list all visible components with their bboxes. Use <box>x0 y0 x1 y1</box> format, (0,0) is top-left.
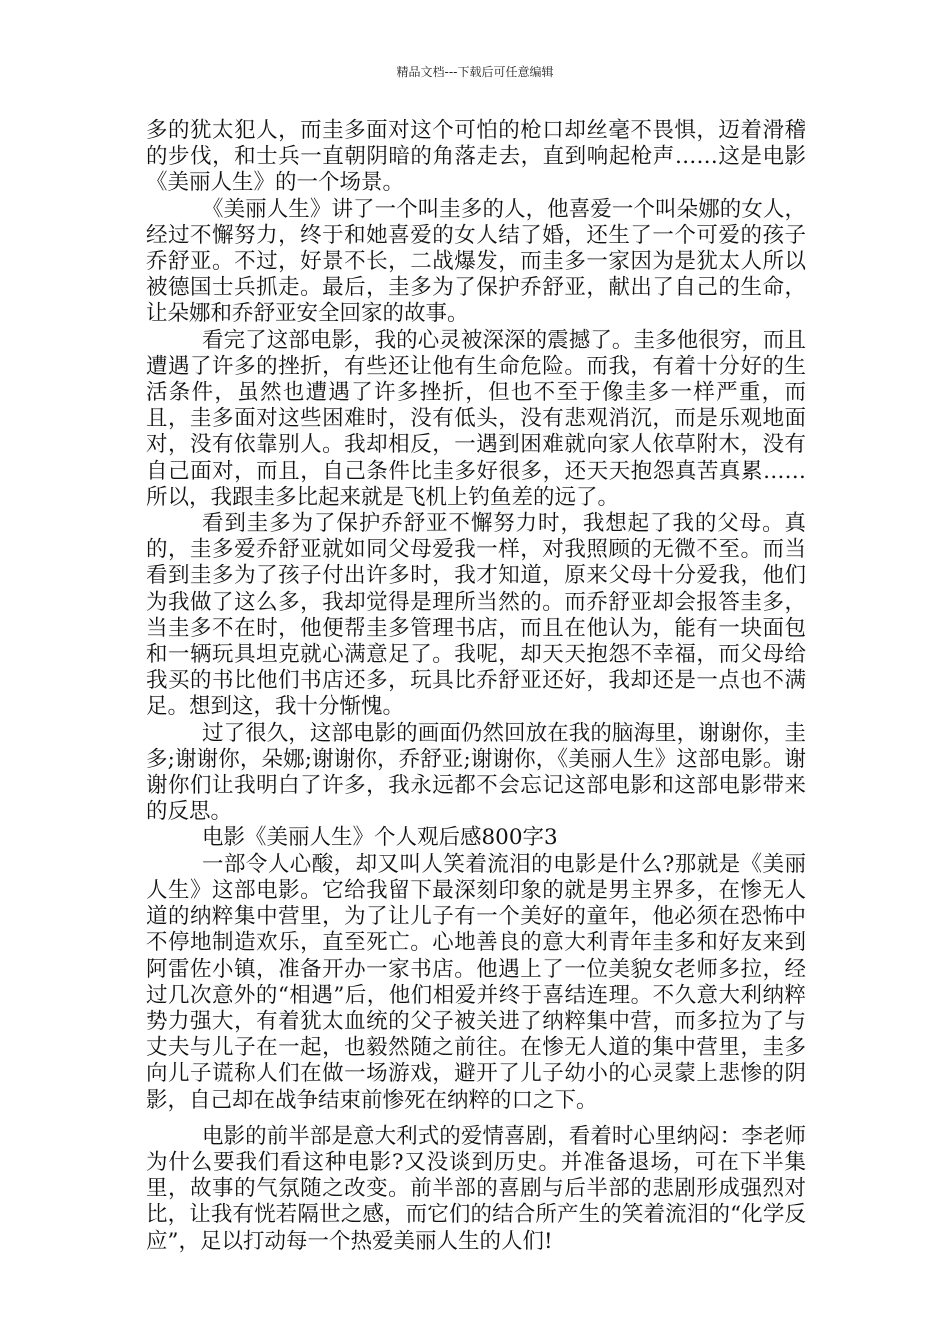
section-heading: 电影《美丽人生》个人观后感800字3 <box>202 825 558 851</box>
paragraph-plot-summary: 《美丽人生》讲了一个叫圭多的人，他喜爱一个叫朵娜的女人，经过不懈努力，终于和她喜爱的女人结了婚，还生了一个可爱的孩子乔舒亚。不过，好景不长，二战爆发，而圭多一家因为是犹太人所以被德国士兵抓走。最后，圭多为了保护乔舒亚，献出了自己的生命，让朵娜和乔舒亚安全回家的故事。 <box>146 196 806 327</box>
paragraph-essay3-analysis: 电影的前半部是意大利式的爱情喜剧，看着时心里纳闷：李老师为什么要我们看这种电影?又没谈到历史。并准备退场，可在下半集里，故事的气氛随之改变。前半部的喜剧与后半部的悲剧形成强烈对比，让我有恍若隔世之感，而它们的结合所产生的笑着流泪的“化学反应”，足以打动每一个热爱美丽人生的人们! <box>146 1123 806 1254</box>
paragraph-reflection: 看完了这部电影，我的心灵被深深的震撼了。圭多他很穷，而且遭遇了许多的挫折，有些还让他有生命危险。而我，有着十分好的生活条件，虽然也遭遇了许多挫折，但也不至于像圭多一样严重，而且，圭多面对这些困难时，没有低头，没有悲观消沉，而是乐观地面对，没有依靠别人。我却相反，一遇到困难就向家人依草附木，没有自己面对，而且，自己条件比圭多好很多，还天天抱怨真苦真累……所以，我跟圭多比起来就是飞机上钓鱼差的远了。 <box>146 327 806 510</box>
paragraph-parents: 看到圭多为了保护乔舒亚不懈努力时，我想起了我的父母。真的，圭多爱乔舒亚就如同父母爱我一样，对我照顾的无微不至。而当看到圭多为了孩子付出许多时，我才知道，原来父母十分爱我，他们为我做了这么多，我却觉得是理所当然的。而乔舒亚却会报答圭多，当圭多不在时，他便帮圭多管理书店，而且在他认为，能有一块面包和一辆玩具坦克就心满意足了。我呢，却天天抱怨不幸福，而父母给我买的书比他们书店还多，玩具比乔舒亚还好，我却还是一点也不满足。想到这，我十分惭愧。 <box>146 511 806 720</box>
paragraph-thanks: 过了很久，这部电影的画面仍然回放在我的脑海里，谢谢你，圭多;谢谢你，朵娜;谢谢你，乔舒亚;谢谢你，《美丽人生》这部电影。谢谢你们让我明白了许多，我永远都不会忘记这部电影和这部电影带来的反思。 <box>146 720 806 825</box>
document-body <box>146 118 806 1255</box>
page-header: 精品文档---下载后可任意编辑 <box>396 65 554 79</box>
paragraph-essay3-intro: 一部令人心酸，却又叫人笑着流泪的电影是什么?那就是《美丽人生》这部电影。它给我留下最深刻印象的就是男主界多，在惨无人道的纳粹集中营里，为了让儿子有一个美好的童年，他必须在恐怖中不停地制造欢乐，直至死亡。心地善良的意大利青年圭多和好友来到阿雷佐小镇，准备开办一家书店。他遇上了一位美貌女老师多拉，经过几次意外的“相遇”后，他们相爱并终于喜结连理。不久意大利纳粹势力强大，有着犹太血统的父子被关进了纳粹集中营，而多拉为了与丈夫与儿子在一起，也毅然随之前往。在惨无人道的集中营里，圭多向儿子谎称人们在做一场游戏，避开了儿子幼小的心灵蒙上悲惨的阴影，自己却在战争结束前惨死在纳粹的口之下。 <box>146 851 806 1113</box>
paragraph-continuation: 多的犹太犯人，而圭多面对这个可怕的枪口却丝毫不畏惧，迈着滑稽的步伐，和士兵一直朝阴暗的角落走去，直到响起枪声……这是电影《美丽人生》的一个场景。 <box>146 118 806 196</box>
